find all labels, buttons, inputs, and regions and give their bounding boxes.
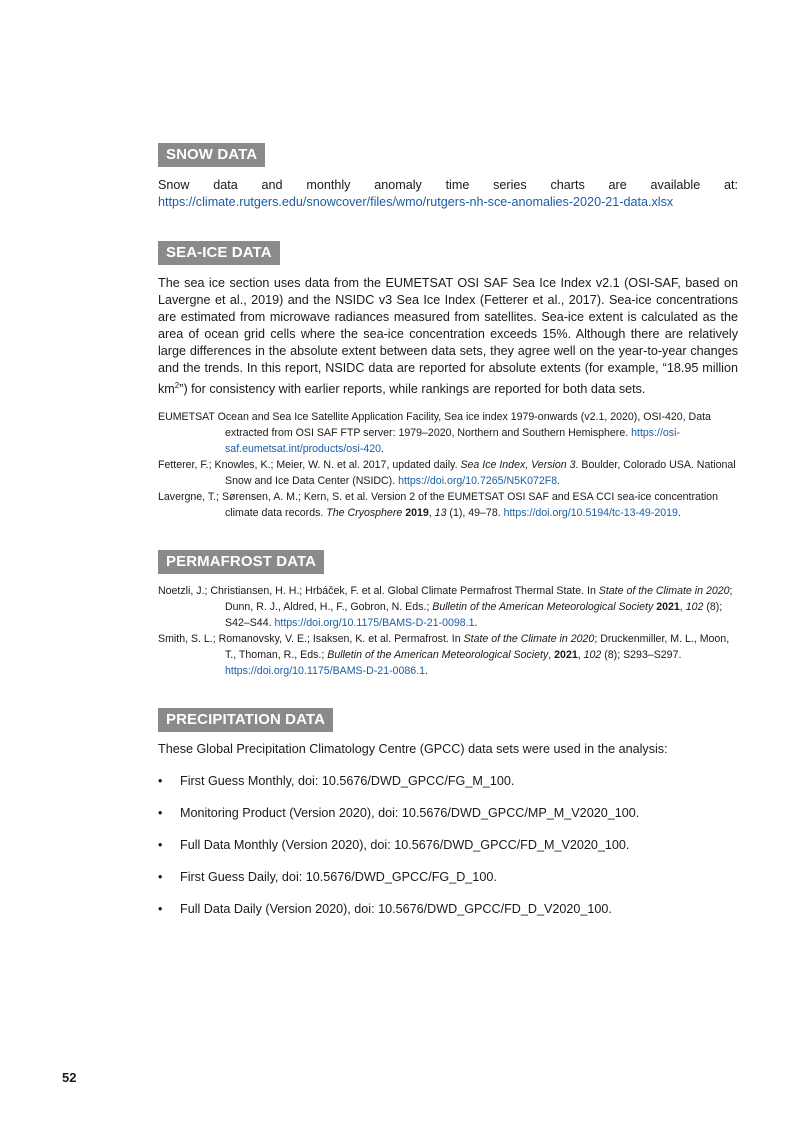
- page-content: [158, 143, 738, 933]
- section-snow: [158, 143, 738, 211]
- nsidc-doi-link[interactable]: https://doi.org/10.7265/N5K072F8: [398, 475, 558, 488]
- list-item: • Full Data Monthly (Version 2020), doi: 10.5676/DWD_GPCC/FD_M_V2020_100.: [158, 838, 630, 853]
- reference-item: Lavergne, T.; Sørensen, A. M.; Kern, S. et al. Version 2 of the EUMETSAT OSI SAF and ESA CCI sea-ice concentration climate data records. The Cryosphere 2019, 13 (1), 49–78. https://doi.org/10.5194/tc-13-49-2019.: [158, 491, 718, 520]
- snow-data-link[interactable]: https://climate.rutgers.edu/snowcover/files/wmo/rutgers-nh-sce-anomalies-2020-21-data.xlsx: [158, 195, 674, 209]
- seaice-paragraph: The sea ice section uses data from the EUMETSAT OSI SAF Sea Ice Index v2.1 (OSI-SAF, based on Lavergne et al., 2019) and the NSIDC v3 Sea Ice Index (Fetterer et al., 2017). Sea-ice concentrations are estimated from microwave radiances measured from satellites. Sea-ice extent is calculated as the area of ocean grid cells where the sea-ice concentration exceeds 15%. Although there are relatively large differences in the absolute extent between data sets, they agree well on the year-to-year changes and the trends. In this report, NSIDC data are reported for absolute extents (for example, “18.95 million $km^2$”) for consistency with earlier reports, while rankings are reported for both data sets.: [158, 276, 738, 397]
- reference-item: EUMETSAT Ocean and Sea Ice Satellite Application Facility, Sea ice index 1979-onwards (v2.1, 2020), OSI-420, Data extracted from OSI SAF FTP server: 1979–2020, Northern and Southern Hemisphere. https://osi-saf.eumetsat.int/products/osi-420.: [158, 411, 711, 456]
- permafrost-heading: PERMAFROST DATA: [158, 550, 324, 574]
- permafrost-references: [158, 583, 738, 679]
- list-item: • First Guess Monthly, doi: 10.5676/DWD_GPCC/FG_M_100.: [158, 774, 515, 789]
- noetzli-doi-link[interactable]: https://doi.org/10.1175/BAMS-D-21-0098.1: [274, 617, 475, 630]
- smith-doi-link[interactable]: https://doi.org/10.1175/BAMS-D-21-0086.1: [225, 665, 426, 678]
- list-item: • First Guess Daily, doi: 10.5676/DWD_GPCC/FG_D_100.: [158, 870, 497, 885]
- cryosphere-doi-link[interactable]: https://doi.org/10.5194/tc-13-49-2019: [503, 507, 678, 520]
- snow-heading: SNOW DATA: [158, 143, 265, 167]
- section-permafrost: [158, 550, 738, 679]
- osi-saf-link[interactable]: https://osi-saf.eumetsat.int/products/osi-420: [225, 427, 680, 456]
- list-item: • Monitoring Product (Version 2020), doi: 10.5676/DWD_GPCC/MP_M_V2020_100.: [158, 806, 640, 821]
- reference-item: Noetzli, J.; Christiansen, H. H.; Hrbáček, F. et al. Global Climate Permafrost Thermal State. In State of the Climate in 2020; Dunn, R. J., Aldred, H., F., Gobron, N. Eds.; Bulletin of the American Meteorological Society 2021, 102 (8); S42–S44. https://doi.org/10.1175/BAMS-D-21-0098.1.: [158, 585, 733, 630]
- precip-intro: These Global Precipitation Climatology Centre (GPCC) data sets were used in the analysis:: [158, 742, 668, 757]
- seaice-heading: SEA-ICE DATA: [158, 241, 280, 265]
- precip-heading: PRECIPITATION DATA: [158, 708, 333, 732]
- section-precipitation: [158, 708, 738, 918]
- page-number: 52: [62, 1070, 77, 1085]
- snow-paragraph: Snow data and monthly anomaly time series charts are available at: https://climate.rutgers.edu/snowcover/files/wmo/rutgers-nh-sce-anomalies-2020-21-data.xlsx: [158, 178, 738, 209]
- precip-list: [158, 773, 738, 918]
- list-item: • Full Data Daily (Version 2020), doi: 10.5676/DWD_GPCC/FD_D_V2020_100.: [158, 902, 612, 917]
- section-seaice: [158, 241, 738, 521]
- reference-item: Fetterer, F.; Knowles, K.; Meier, W. N. et al. 2017, updated daily. Sea Ice Index, Version 3. Boulder, Colorado USA. National Snow and Ice Data Center (NSIDC). https://doi.org/10.7265/N5K072F8.: [158, 459, 736, 488]
- reference-item: Smith, S. L.; Romanovsky, V. E.; Isaksen, K. et al. Permafrost. In State of the Climate in 2020; Druckenmiller, M. L., Moon, T., Thoman, R., Eds.; Bulletin of the American Meteorological Society, 2021, 102 (8); S293–S297. https://doi.org/10.1175/BAMS-D-21-0086.1.: [158, 633, 730, 678]
- seaice-references: [158, 409, 738, 521]
